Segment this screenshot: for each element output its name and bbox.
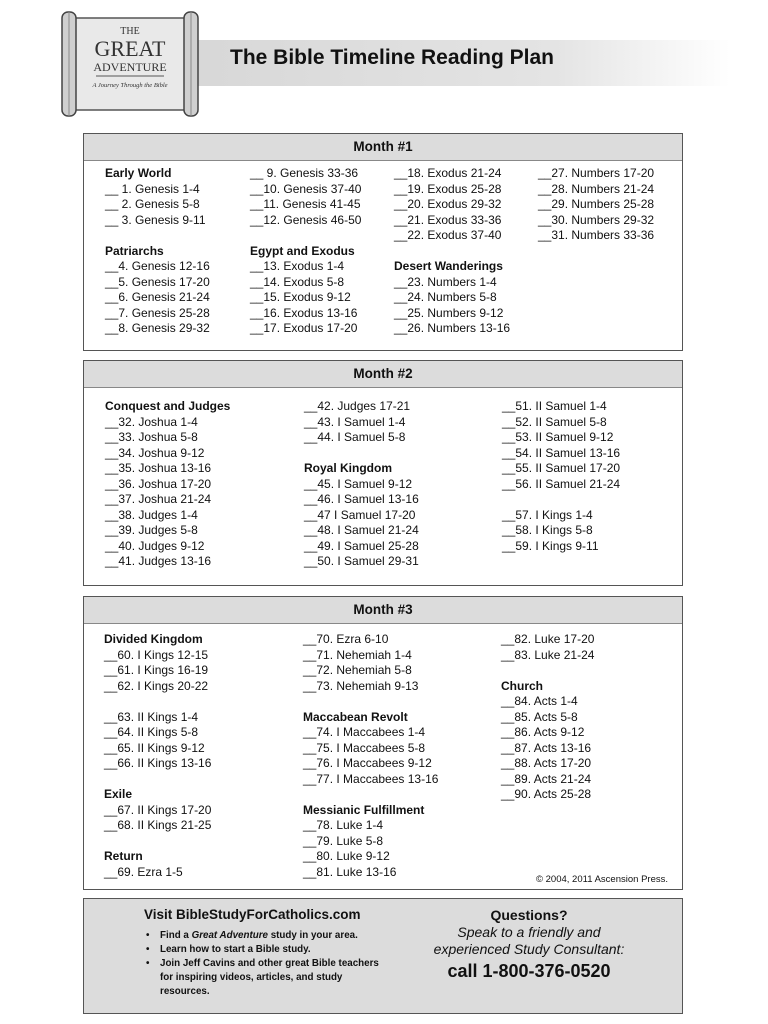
section-heading: Maccabean Revolt: [303, 709, 408, 724]
spacer: [104, 834, 211, 850]
reading-item[interactable]: __10. Genesis 37-40: [250, 181, 362, 196]
reading-column: [304, 399, 419, 570]
reading-item[interactable]: __70. Ezra 6-10: [303, 632, 389, 646]
reading-item[interactable]: __69. Ezra 1-5: [104, 864, 183, 879]
reading-item[interactable]: __6. Genesis 21-24: [105, 290, 210, 304]
section-heading: Exile: [104, 787, 133, 801]
reading-column: [501, 632, 594, 803]
reading-item[interactable]: __33. Joshua 5-8: [105, 430, 198, 444]
reading-item[interactable]: __44. I Samuel 5-8: [304, 430, 406, 444]
reading-item[interactable]: __82. Luke 17-20: [501, 632, 595, 646]
reading-item[interactable]: __35. Joshua 13-16: [105, 461, 212, 475]
reading-item[interactable]: __54. II Samuel 13-16: [502, 445, 621, 460]
reading-column: [538, 166, 654, 244]
reading-item[interactable]: __74. I Maccabees 1-4: [303, 725, 426, 739]
reading-item[interactable]: __52. II Samuel 5-8: [502, 414, 607, 429]
reading-item[interactable]: __36. Joshua 17-20: [105, 476, 212, 491]
reading-item[interactable]: __78. Luke 1-4: [303, 818, 384, 832]
reading-item[interactable]: __ 3. Genesis 9-11: [105, 212, 206, 227]
reading-item[interactable]: __15. Exodus 9-12: [250, 290, 351, 304]
logo-great: GREAT: [94, 36, 166, 61]
reading-item[interactable]: __19. Exodus 25-28: [394, 181, 502, 196]
reading-item[interactable]: __83. Luke 21-24: [501, 647, 595, 662]
bullet-join: • Join Jeff Cavins and other great Bible teachers for inspiring videos, articles, and study resources.: [146, 957, 390, 999]
reading-item[interactable]: __4. Genesis 12-16: [105, 259, 210, 273]
reading-column: [250, 166, 361, 337]
reading-column: [104, 632, 211, 880]
reading-item[interactable]: __43. I Samuel 1-4: [304, 414, 406, 429]
reading-item[interactable]: __28. Numbers 21-24: [538, 181, 655, 196]
reading-item[interactable]: __39. Judges 5-8: [105, 523, 198, 537]
reading-item[interactable]: __65. II Kings 9-12: [104, 740, 205, 755]
section-heading: Church: [501, 678, 543, 693]
section-heading: Egypt and Exodus: [250, 243, 355, 258]
reading-item[interactable]: __89. Acts 21-24: [501, 771, 592, 786]
reading-item[interactable]: __86. Acts 9-12: [501, 725, 585, 739]
speak-line-2: experienced Study Consultant:: [433, 941, 625, 957]
reading-item[interactable]: __48. I Samuel 21-24: [304, 523, 419, 537]
month-title: Month #2: [84, 361, 682, 388]
reading-item[interactable]: __64. II Kings 5-8: [104, 725, 199, 739]
month-3-box: [83, 596, 683, 890]
reading-item[interactable]: __31. Numbers 33-36: [538, 228, 655, 242]
reading-column: [105, 166, 210, 337]
spacer: [104, 772, 211, 788]
reading-item[interactable]: __13. Exodus 1-4: [250, 259, 345, 273]
bullet-find-study: • Find a Great Adventure study in your area.: [146, 929, 390, 943]
reading-item[interactable]: __37. Joshua 21-24: [105, 492, 212, 506]
reading-item[interactable]: __81. Luke 13-16: [303, 864, 397, 879]
reading-item[interactable]: __67. II Kings 17-20: [104, 802, 212, 817]
spacer: [501, 663, 594, 679]
spacer: [394, 244, 510, 260]
month-1-box: [83, 133, 683, 351]
reading-item[interactable]: __18. Exodus 21-24: [394, 166, 502, 180]
reading-item[interactable]: __17. Exodus 17-20: [250, 321, 358, 335]
reading-item[interactable]: __68. II Kings 21-25: [104, 818, 212, 832]
speak-line-1: Speak to a friendly and: [457, 924, 601, 940]
reading-item[interactable]: __32. Joshua 1-4: [105, 414, 198, 429]
reading-column: [105, 399, 230, 570]
bullet-start-study: • Learn how to start a Bible study.: [146, 943, 390, 957]
section-heading: Conquest and Judges: [105, 399, 231, 413]
section-heading: Divided Kingdom: [104, 632, 203, 646]
section-heading: Patriarchs: [105, 243, 164, 258]
reading-item[interactable]: __62. I Kings 20-22: [104, 678, 209, 693]
reading-item[interactable]: __25. Numbers 9-12: [394, 305, 504, 320]
website-link[interactable]: Visit BibleStudyForCatholics.com: [144, 907, 361, 922]
reading-item[interactable]: __84. Acts 1-4: [501, 694, 578, 708]
reading-column: [303, 632, 438, 880]
reading-item[interactable]: __49. I Samuel 25-28: [304, 538, 419, 553]
reading-item[interactable]: __21. Exodus 33-36: [394, 212, 502, 227]
reading-item[interactable]: __16. Exodus 13-16: [250, 305, 358, 320]
questions-heading: Questions?: [490, 907, 568, 923]
reading-item[interactable]: __24. Numbers 5-8: [394, 290, 497, 304]
reading-item[interactable]: __47 I Samuel 17-20: [304, 507, 416, 522]
reading-item[interactable]: __34. Joshua 9-12: [105, 445, 205, 460]
phone-number[interactable]: call 1-800-376-0520: [447, 961, 611, 981]
section-heading: Return: [104, 849, 143, 863]
reading-item[interactable]: __56. II Samuel 21-24: [502, 476, 621, 491]
spacer: [105, 228, 210, 244]
reading-item[interactable]: __60. I Kings 12-15: [104, 647, 209, 662]
reading-item[interactable]: __23. Numbers 1-4: [394, 274, 497, 289]
spacer: [250, 228, 361, 244]
logo-adventure: ADVENTURE: [93, 60, 167, 74]
reading-item[interactable]: __87. Acts 13-16: [501, 740, 592, 755]
footer-bullets: [146, 929, 390, 999]
reading-item[interactable]: __53. II Samuel 9-12: [502, 430, 614, 444]
reading-item[interactable]: __55. II Samuel 17-20: [502, 461, 621, 475]
spacer: [502, 492, 620, 508]
reading-item[interactable]: __80. Luke 9-12: [303, 849, 390, 863]
reading-item[interactable]: __40. Judges 9-12: [105, 538, 205, 553]
reading-item[interactable]: __75. I Maccabees 5-8: [303, 740, 426, 755]
reading-item[interactable]: __58. I Kings 5-8: [502, 523, 593, 537]
reading-item[interactable]: __ 2. Genesis 5-8: [105, 197, 200, 211]
reading-item[interactable]: __90. Acts 25-28: [501, 787, 592, 801]
reading-item[interactable]: __51. II Samuel 1-4: [502, 399, 607, 413]
reading-item[interactable]: __76. I Maccabees 9-12: [303, 756, 432, 770]
spacer: [303, 694, 438, 710]
reading-item[interactable]: __11. Genesis 41-45: [250, 197, 361, 211]
spacer: [303, 787, 438, 803]
month-title: Month #3: [84, 597, 682, 624]
reading-item[interactable]: __7. Genesis 25-28: [105, 305, 210, 320]
reading-item[interactable]: __29. Numbers 25-28: [538, 197, 655, 211]
reading-item[interactable]: __61. I Kings 16-19: [104, 663, 209, 677]
reading-item[interactable]: __30. Numbers 29-32: [538, 212, 655, 227]
footer-box: [83, 898, 683, 1014]
reading-item[interactable]: __72. Nehemiah 5-8: [303, 663, 412, 677]
section-heading: Desert Wanderings: [394, 259, 503, 273]
reading-item[interactable]: __8. Genesis 29-32: [105, 321, 210, 335]
reading-item[interactable]: __26. Numbers 13-16: [394, 321, 511, 335]
page-title: The Bible Timeline Reading Plan: [230, 46, 555, 69]
reading-item[interactable]: __63. II Kings 1-4: [104, 709, 199, 724]
copyright: © 2004, 2011 Ascension Press.: [536, 874, 668, 885]
reading-column: [394, 166, 510, 337]
reading-item[interactable]: __57. I Kings 1-4: [502, 507, 593, 522]
section-heading: Early World: [105, 166, 172, 180]
section-heading: Messianic Fulfillment: [303, 802, 425, 817]
reading-item[interactable]: __20. Exodus 29-32: [394, 197, 502, 211]
reading-item[interactable]: __79. Luke 5-8: [303, 833, 384, 848]
reading-item[interactable]: __22. Exodus 37-40: [394, 228, 502, 242]
reading-item[interactable]: __45. I Samuel 9-12: [304, 476, 413, 491]
reading-item[interactable]: __ 9. Genesis 33-36: [250, 166, 359, 180]
reading-item[interactable]: __73. Nehemiah 9-13: [303, 678, 419, 693]
reading-item[interactable]: __5. Genesis 17-20: [105, 274, 210, 289]
reading-item[interactable]: __88. Acts 17-20: [501, 756, 592, 770]
reading-item[interactable]: __42. Judges 17-21: [304, 399, 411, 413]
reading-item[interactable]: __27. Numbers 17-20: [538, 166, 655, 180]
reading-item[interactable]: __85. Acts 5-8: [501, 709, 578, 724]
spacer: [304, 446, 419, 462]
great-adventure-logo: [56, 10, 204, 122]
reading-item[interactable]: __ 1. Genesis 1-4: [105, 181, 200, 196]
reading-item[interactable]: __66. II Kings 13-16: [104, 756, 212, 770]
reading-item[interactable]: __77. I Maccabees 13-16: [303, 771, 439, 786]
reading-item[interactable]: __59. I Kings 9-11: [502, 538, 599, 553]
logo-the: THE: [120, 26, 140, 37]
reading-item[interactable]: __41. Judges 13-16: [105, 554, 212, 568]
reading-column: [502, 399, 620, 554]
reading-item[interactable]: __46. I Samuel 13-16: [304, 492, 419, 506]
reading-item[interactable]: __50. I Samuel 29-31: [304, 554, 419, 568]
reading-item[interactable]: __12. Genesis 46-50: [250, 212, 362, 227]
spacer: [104, 694, 211, 710]
month-2-box: [83, 360, 683, 586]
reading-item[interactable]: __14. Exodus 5-8: [250, 274, 345, 289]
reading-item[interactable]: __71. Nehemiah 1-4: [303, 647, 412, 662]
logo-tagline: A Journey Through the Bible: [92, 82, 168, 89]
section-heading: Royal Kingdom: [304, 461, 393, 475]
reading-item[interactable]: __38. Judges 1-4: [105, 507, 198, 522]
month-title: Month #1: [84, 134, 682, 161]
